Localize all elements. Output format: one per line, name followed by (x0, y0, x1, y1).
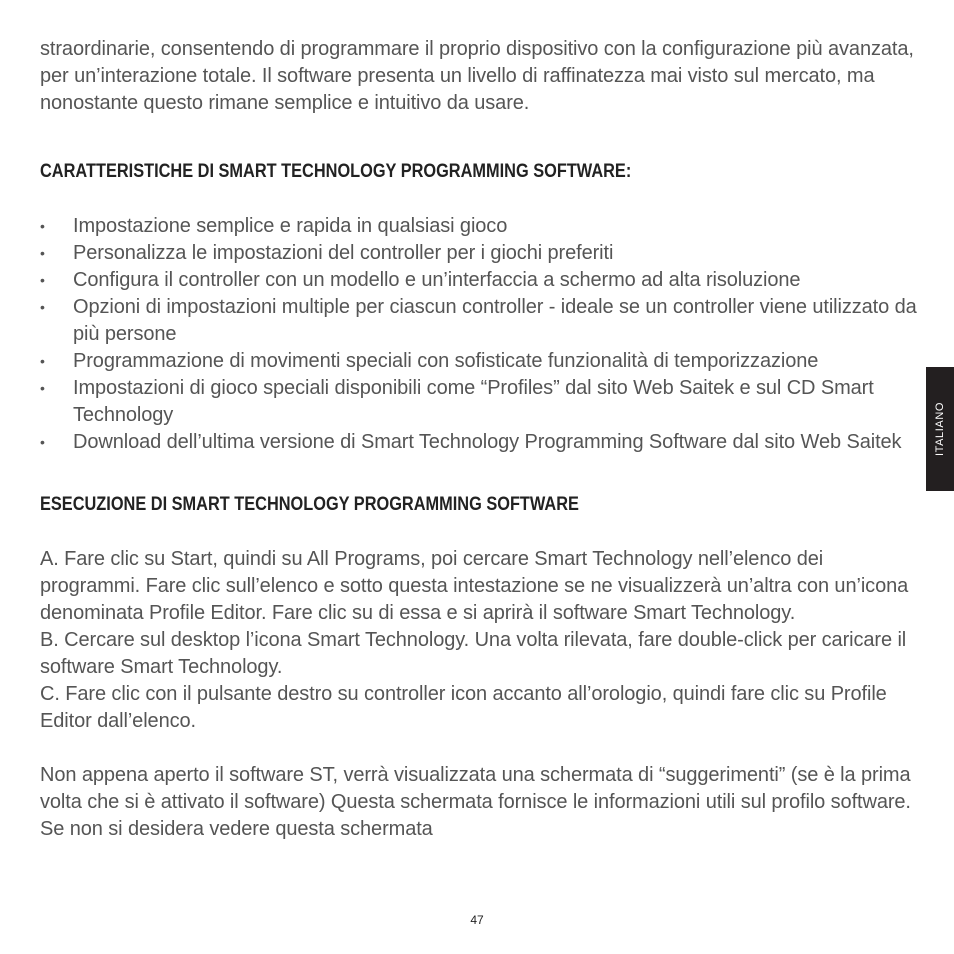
bullet-icon: • (40, 218, 45, 234)
step-c: C. Fare clic con il pulsante destro su controller icon accanto all’orologio, quindi fare clic su Profile Editor dall’elenco. (40, 683, 887, 732)
list-item (40, 213, 920, 240)
features-heading: CARATTERISTICHE DI SMART TECHNOLOGY PROGRAMMING SOFTWARE: (40, 161, 632, 182)
list-item-text: Personalizza le impostazioni del controller per i giochi preferiti (73, 242, 614, 264)
list-item (40, 375, 920, 429)
list-item-text: Opzioni di impostazioni multiple per ciascun controller - ideale se un controller viene utilizzato da più persone (73, 296, 917, 345)
bullet-icon: • (40, 272, 45, 288)
step-b: B. Cercare sul desktop l’icona Smart Technology. Una volta rilevata, fare double-click per caricare il software Smart Technology. (40, 629, 907, 678)
bullet-icon: • (40, 380, 45, 396)
list-item-text: Configura il controller con un modello e un’interfaccia a schermo ad alta risoluzione (73, 269, 801, 291)
list-item (40, 294, 920, 348)
closing-paragraph: Non appena aperto il software ST, verrà visualizzata una schermata di “suggerimenti” (se è la prima volta che si è attivato il software) Questa schermata fornisce le informazioni utili sul profilo software. Se non si desidera vedere questa schermata (40, 764, 911, 840)
step-a: A. Fare clic su Start, quindi su All Programs, poi cercare Smart Technology nell’elenco dei programmi. Fare clic sull’elenco e sotto questa intestazione se ne visualizzerà un’altra con un’icona denominata Profile Editor. Fare clic su di essa e si aprirà il software Smart Technology. (40, 548, 909, 624)
steps-block (40, 546, 920, 735)
execution-heading: ESECUZIONE DI SMART TECHNOLOGY PROGRAMMING SOFTWARE (40, 494, 579, 515)
bullet-icon: • (40, 434, 45, 450)
page-number: 47 (470, 913, 484, 927)
bullet-icon: • (40, 299, 45, 315)
bullet-icon: • (40, 353, 45, 369)
language-side-tab (926, 367, 954, 491)
list-item-text: Impostazione semplice e rapida in qualsiasi gioco (73, 215, 508, 237)
bullet-icon: • (40, 245, 45, 261)
list-item (40, 348, 920, 375)
list-item (40, 267, 920, 294)
features-list (40, 213, 920, 456)
list-item (40, 429, 920, 456)
language-tab-label: ITALIANO (934, 401, 946, 457)
list-item-text: Download dell’ultima versione di Smart Technology Programming Software dal sito Web Saitek (73, 431, 902, 453)
page-content (40, 36, 920, 843)
list-item (40, 240, 920, 267)
list-item-text: Programmazione di movimenti speciali con sofisticate funzionalità di temporizzazione (73, 350, 819, 372)
intro-paragraph: straordinarie, consentendo di programmare il proprio dispositivo con la configurazione più avanzata, per un’interazione totale. Il software presenta un livello di raffinatezza mai visto sul mercato, ma nonostante questo rimane semplice e intuitivo da usare. (40, 38, 914, 114)
list-item-text: Impostazioni di gioco speciali disponibili come “Profiles” dal sito Web Saitek e sul CD Smart Technology (73, 377, 874, 426)
